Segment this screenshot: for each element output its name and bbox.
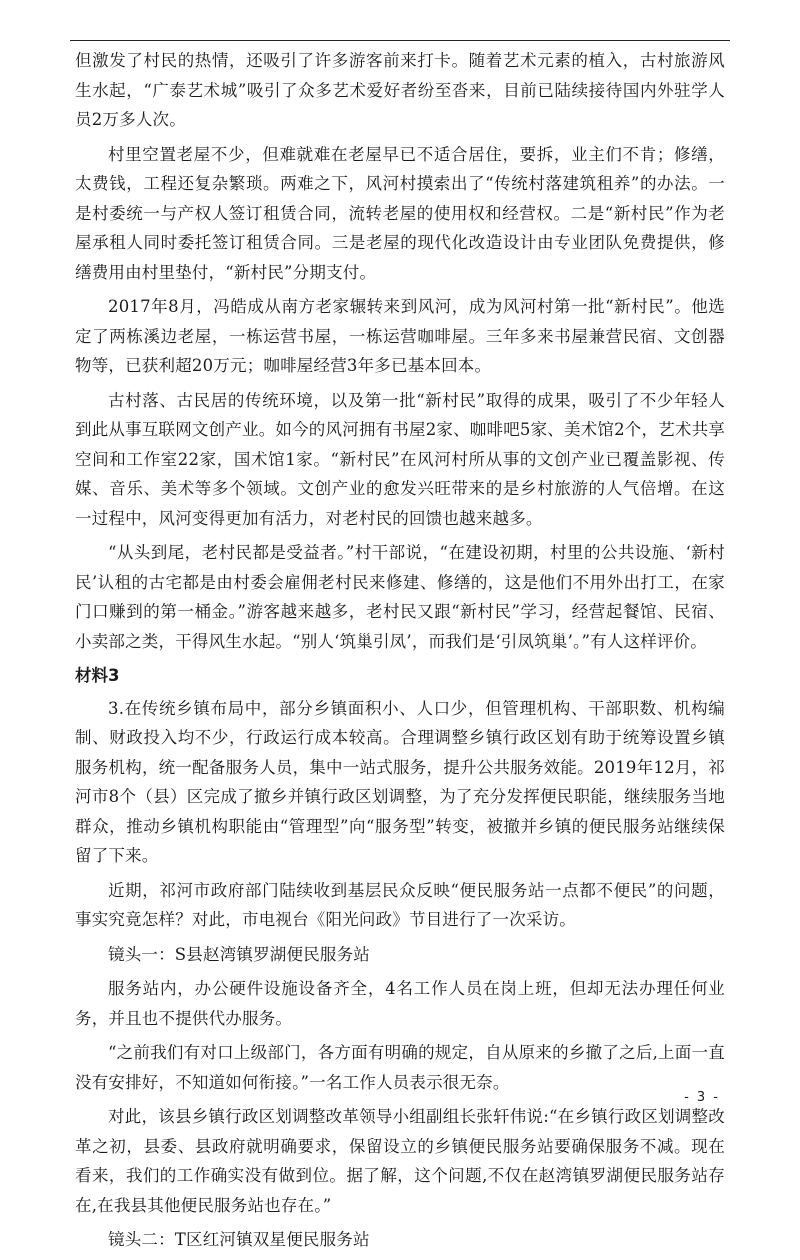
paragraph-4: 古村落、古民居的传统环境，以及第一批“新村民”取得的成果，吸引了不少年轻人到此从事互联网文创产业。如今的风河拥有书屋2家、咖啡吧5家、美术馆2个，艺术共享空间和工作室22家，国术馆1家。“新村民”在风河村所从事的文创产业已覆盖影视、传媒、音乐、美术等多个领域。文创产业的愈发兴旺带来的是乡村旅游的人气倍增。在这一过程中，风河变得更加有活力，对老村民的回馈也越来越多。 [75, 390, 725, 528]
header-rule [70, 40, 730, 41]
paragraph-1: 但激发了村民的热情，还吸引了许多游客前来打卡。随着艺术元素的植入，古村旅游风生水起，“广泰艺术城”吸引了众多艺术爱好者纷至沓来，目前已陆续接待国内外驻学人员2万多人次。 [75, 51, 725, 129]
page-number: - 3 - [684, 1090, 720, 1105]
document-body [75, 46, 725, 1260]
paragraph-8: 服务站内，办公硬件设施设备齐全，4名工作人员在岗上班，但却无法办理任何业务，并且也不提供代办服务。 [75, 979, 725, 1028]
section-heading: 材料3 [75, 666, 120, 685]
scene-two-title: 镜头二：T区红河镇双星便民服务站 [108, 1230, 370, 1249]
paragraph-6: 3.在传统乡镇布局中，部分乡镇面积小、人口少，但管理机构、干部职数、机构编制、财政投入均不少，行政运行成本较高。合理调整乡镇行政区划有助于统筹设置乡镇服务机构，统一配备服务人员，集中一站式服务，提升公共服务效能。2019年12月，祁河市8个（县）区完成了撤乡并镇行政区划调整，为了充分发挥便民职能，继续服务当地群众，推动乡镇机构职能由“管理型”向“服务型”转变，被撤并乡镇的便民服务站继续保留了下来。 [75, 698, 725, 865]
paragraph-9: “之前我们有对口上级部门，各方面有明确的规定，自从原来的乡撤了之后,上面一直没有安排好，不知道如何衔接。”一名工作人员表示很无奈。 [75, 1043, 725, 1092]
scene-one-title: 镜头一：S县赵湾镇罗湖便民服务站 [108, 944, 371, 964]
paragraph-5: “从头到尾，老村民都是受益者。”村干部说，“在建设初期，村里的公共设施、‘新村民’认租的古宅都是由村委会雇佣老村民来修建、修缮的，这是他们不用外出打工，在家门口赚到的第一桶金。”游客越来越多，老村民又跟“新村民”学习，经营起餐馆、民宿、小卖部之类，干得风生水起。“别人‘筑巢引凤’，而我们是‘引凤筑巢’。”有人这样评价。 [75, 543, 725, 651]
paragraph-3: 2017年8月，冯皓成从南方老家辗转来到风河，成为风河村第一批“新村民”。他选定了两栋溪边老屋，一栋运营书屋，一栋运营咖啡屋。三年多来书屋兼营民宿、文创器物等，已获利超20万元；咖啡屋经营3年多已基本回本。 [75, 297, 725, 375]
paragraph-2: 村里空置老屋不少，但难就难在老屋早已不适合居住，要拆，业主们不肯；修缮，太费钱，工程还复杂繁琐。两难之下，风河村摸索出了“传统村落建筑租养”的办法。一是村委统一与产权人签订租赁合同，流转老屋的使用权和经营权。二是“新村民”作为老屋承租人同时委托签订租赁合同。三是老屋的现代化改造设计由专业团队免费提供，修缮费用由村里垫付，“新村民”分期支付。 [75, 144, 725, 282]
paragraph-7: 近期，祁河市政府部门陆续收到基层民众反映“便民服务站一点都不便民”的问题，事实究竟怎样？对此，市电视台《阳光问政》节目进行了一次采访。 [75, 880, 725, 929]
paragraph-10: 对此，该县乡镇行政区划调整改革领导小组副组长张轩伟说:“在乡镇行政区划调整改革之初，县委、县政府就明确要求，保留设立的乡镇便民服务站要确保服务不减。现在看来，我们的工作确实没有做到位。据了解，这个问题,不仅在赵湾镇罗湖便民服务站存在,在我县其他便民服务站也存在。” [75, 1107, 725, 1215]
